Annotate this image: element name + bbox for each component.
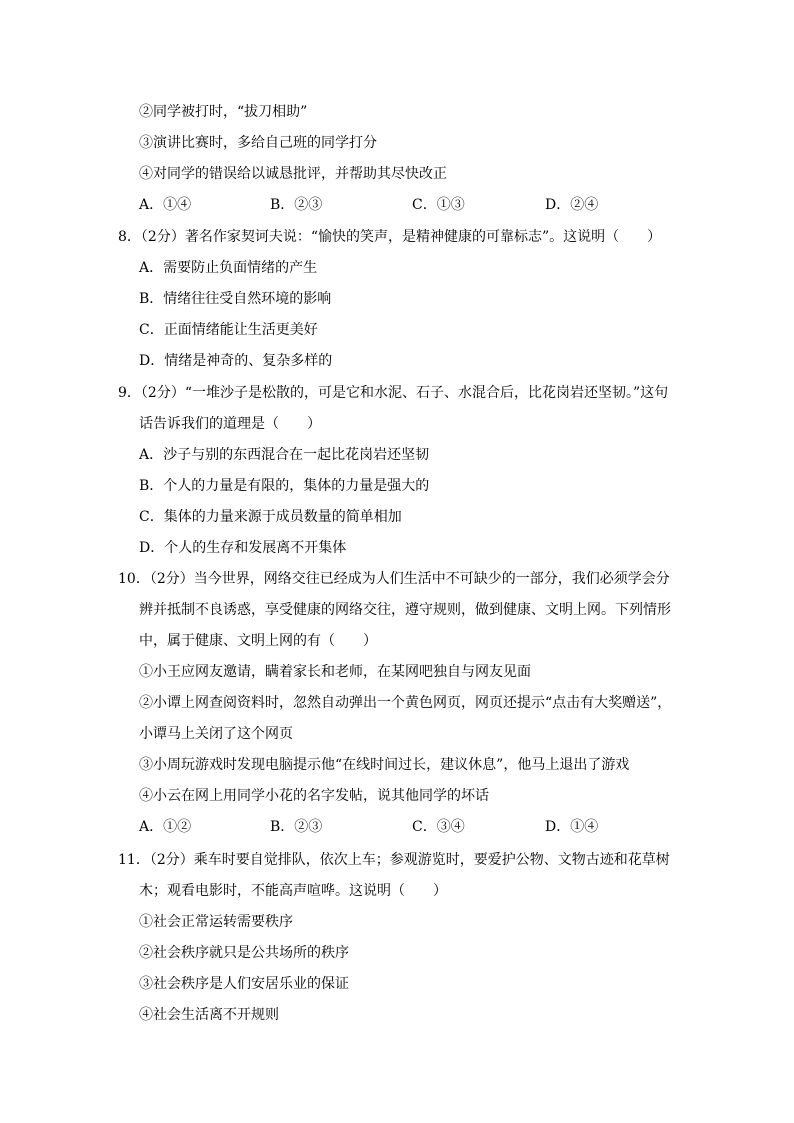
q7-item-3: ③演讲比赛时，多给自己班的同学打分 bbox=[139, 135, 377, 151]
q11-item-1: ①社会正常运转需要秩序 bbox=[139, 914, 293, 930]
q11-item-2: ②社会秩序就只是公共场所的秩序 bbox=[139, 945, 349, 961]
q8-option-d: D．情绪是神奇的、复杂多样的 bbox=[139, 353, 333, 369]
q11-item-4: ④社会生活离不开规则 bbox=[139, 1007, 279, 1023]
q8-option-b: B．情绪往往受自然环境的影响 bbox=[139, 291, 332, 307]
q9-option-a: A．沙子与别的东西混合在一起比花岗岩还坚韧 bbox=[139, 447, 430, 463]
q10-item-1: ①小王应网友邀请，瞒着家长和老师，在某网吧独自与网友见面 bbox=[139, 664, 531, 680]
q10-option-c: C．③④ bbox=[412, 819, 465, 835]
q8-stem: 8．（2分）著名作家契诃夫说：“愉快的笑声，是精神健康的可靠标志”。这说明（ ） bbox=[118, 229, 662, 245]
q7-option-a: A．①④ bbox=[139, 197, 192, 213]
q10-option-d: D．①④ bbox=[545, 819, 599, 835]
q7-item-2: ②同学被打时，“拔刀相助” bbox=[139, 104, 308, 120]
q10-item-3: ③小周玩游戏时发现电脑提示他“在线时间过长，建议休息”，他马上退出了游戏 bbox=[139, 757, 630, 773]
q10-option-a: A．①② bbox=[139, 819, 192, 835]
q10-stem-line3: 中，属于健康、文明上网的有（ ） bbox=[139, 633, 377, 649]
q7-option-d: D．②④ bbox=[545, 197, 599, 213]
q10-stem-line1: 10．（2分）当今世界，网络交往已经成为人们生活中不可缺少的一部分，我们必须学会分 bbox=[118, 571, 670, 587]
q11-item-3: ③社会秩序是人们安居乐业的保证 bbox=[139, 976, 349, 992]
q10-item-2: ②小谭上网查阅资料时，忽然自动弹出一个黄色网页，网页还提示“点击有大奖赠送”， bbox=[139, 695, 672, 711]
q8-option-a: A．需要防止负面情绪的产生 bbox=[139, 260, 318, 276]
q9-option-b: B．个人的力量是有限的，集体的力量是强大的 bbox=[139, 478, 430, 494]
q8-option-c: C．正面情绪能让生活更美好 bbox=[139, 322, 318, 338]
q10-option-b: B．②③ bbox=[270, 819, 323, 835]
q7-option-b: B．②③ bbox=[270, 197, 323, 213]
q7-item-4: ④对同学的错误给以诚恳批评，并帮助其尽快改正 bbox=[139, 166, 447, 182]
q11-stem-line2: 木；观看电影时，不能高声喧哗。这说明（ ） bbox=[139, 883, 447, 899]
q10-item-4: ④小云在网上用同学小花的名字发帖，说其他同学的坏话 bbox=[139, 788, 489, 804]
q9-option-d: D．个人的生存和发展离不开集体 bbox=[139, 540, 347, 556]
q7-option-c: C．①③ bbox=[412, 197, 465, 213]
q11-stem-line1: 11．（2分）乘车时要自觉排队，依次上车；参观游览时，要爱护公物、文物古迹和花草树 bbox=[118, 852, 670, 868]
q9-stem-line1: 9．（2分）“一堆沙子是松散的，可是它和水泥、石子、水混合后，比花岗岩还坚韧。”这句 bbox=[118, 385, 669, 401]
q10-item-2-cont: 小谭马上关闭了这个网页 bbox=[139, 726, 293, 742]
q9-option-c: C．集体的力量来源于成员数量的简单相加 bbox=[139, 509, 402, 525]
q9-stem-line2: 话告诉我们的道理是（ ） bbox=[139, 416, 321, 432]
q10-stem-line2: 辨并抵制不良诱惑，享受健康的网络交往，遵守规则，做到健康、文明上网。下列情形 bbox=[139, 602, 671, 618]
